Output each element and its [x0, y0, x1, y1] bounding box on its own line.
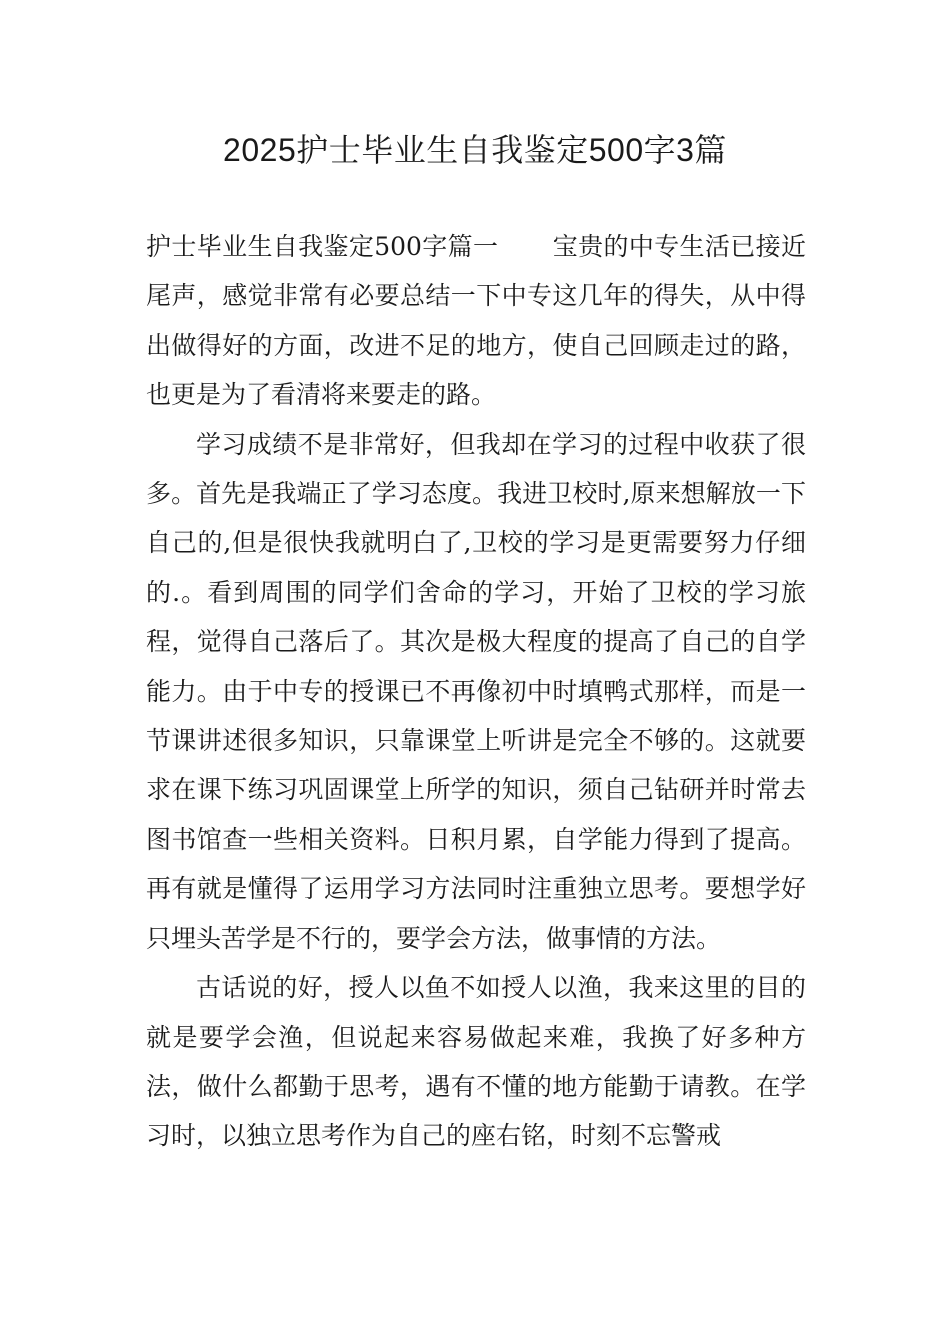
- paragraph-2: 学习成绩不是非常好，但我却在学习的过程中收获了很多。首先是我端正了学习态度。我进卫校时,原来想解放一下自己的,但是很快我就明白了,卫校的学习是更需要努力仔细的.。看到周围的同学们舍命的学习，开始了卫校的学习旅程，觉得自己落后了。其次是极大程度的提高了自己的自学能力。由于中专的授课已不再像初中时填鸭式那样，而是一节课讲述很多知识，只靠课堂上听讲是完全不够的。这就要求在课下练习巩固课堂上所学的知识，须自己钻研并时常去图书馆查一些相关资料。日积月累，自学能力得到了提高。再有就是懂得了运用学习方法同时注重独立思考。要想学好只埋头苦学是不行的，要学会方法，做事情的方法。: [146, 429, 806, 953]
- paragraph-text: 宝贵的中专生活已接近尾声，感觉非常有必要总结一下中专这几年的得失，从中得出做得好的方面，改进不足的地方，使自己回顾走过的路，也更是为了看清将来要走的路。: [146, 232, 806, 410]
- document-body: [146, 222, 806, 1161]
- section-heading: 护士毕业生自我鉴定500字篇一: [146, 232, 499, 261]
- document-title: 2025护士毕业生自我鉴定500字3篇: [223, 132, 727, 168]
- paragraph-1: [146, 222, 806, 420]
- paragraph-3: 古话说的好，授人以鱼不如授人以渔，我来这里的目的就是要学会渔，但说起来容易做起来难，我换了好多种方法，做什么都勤于思考，遇有不懂的地方能勤于请教。在学习时，以独立思考作为自己的座右铭，时刻不忘警戒: [146, 973, 806, 1151]
